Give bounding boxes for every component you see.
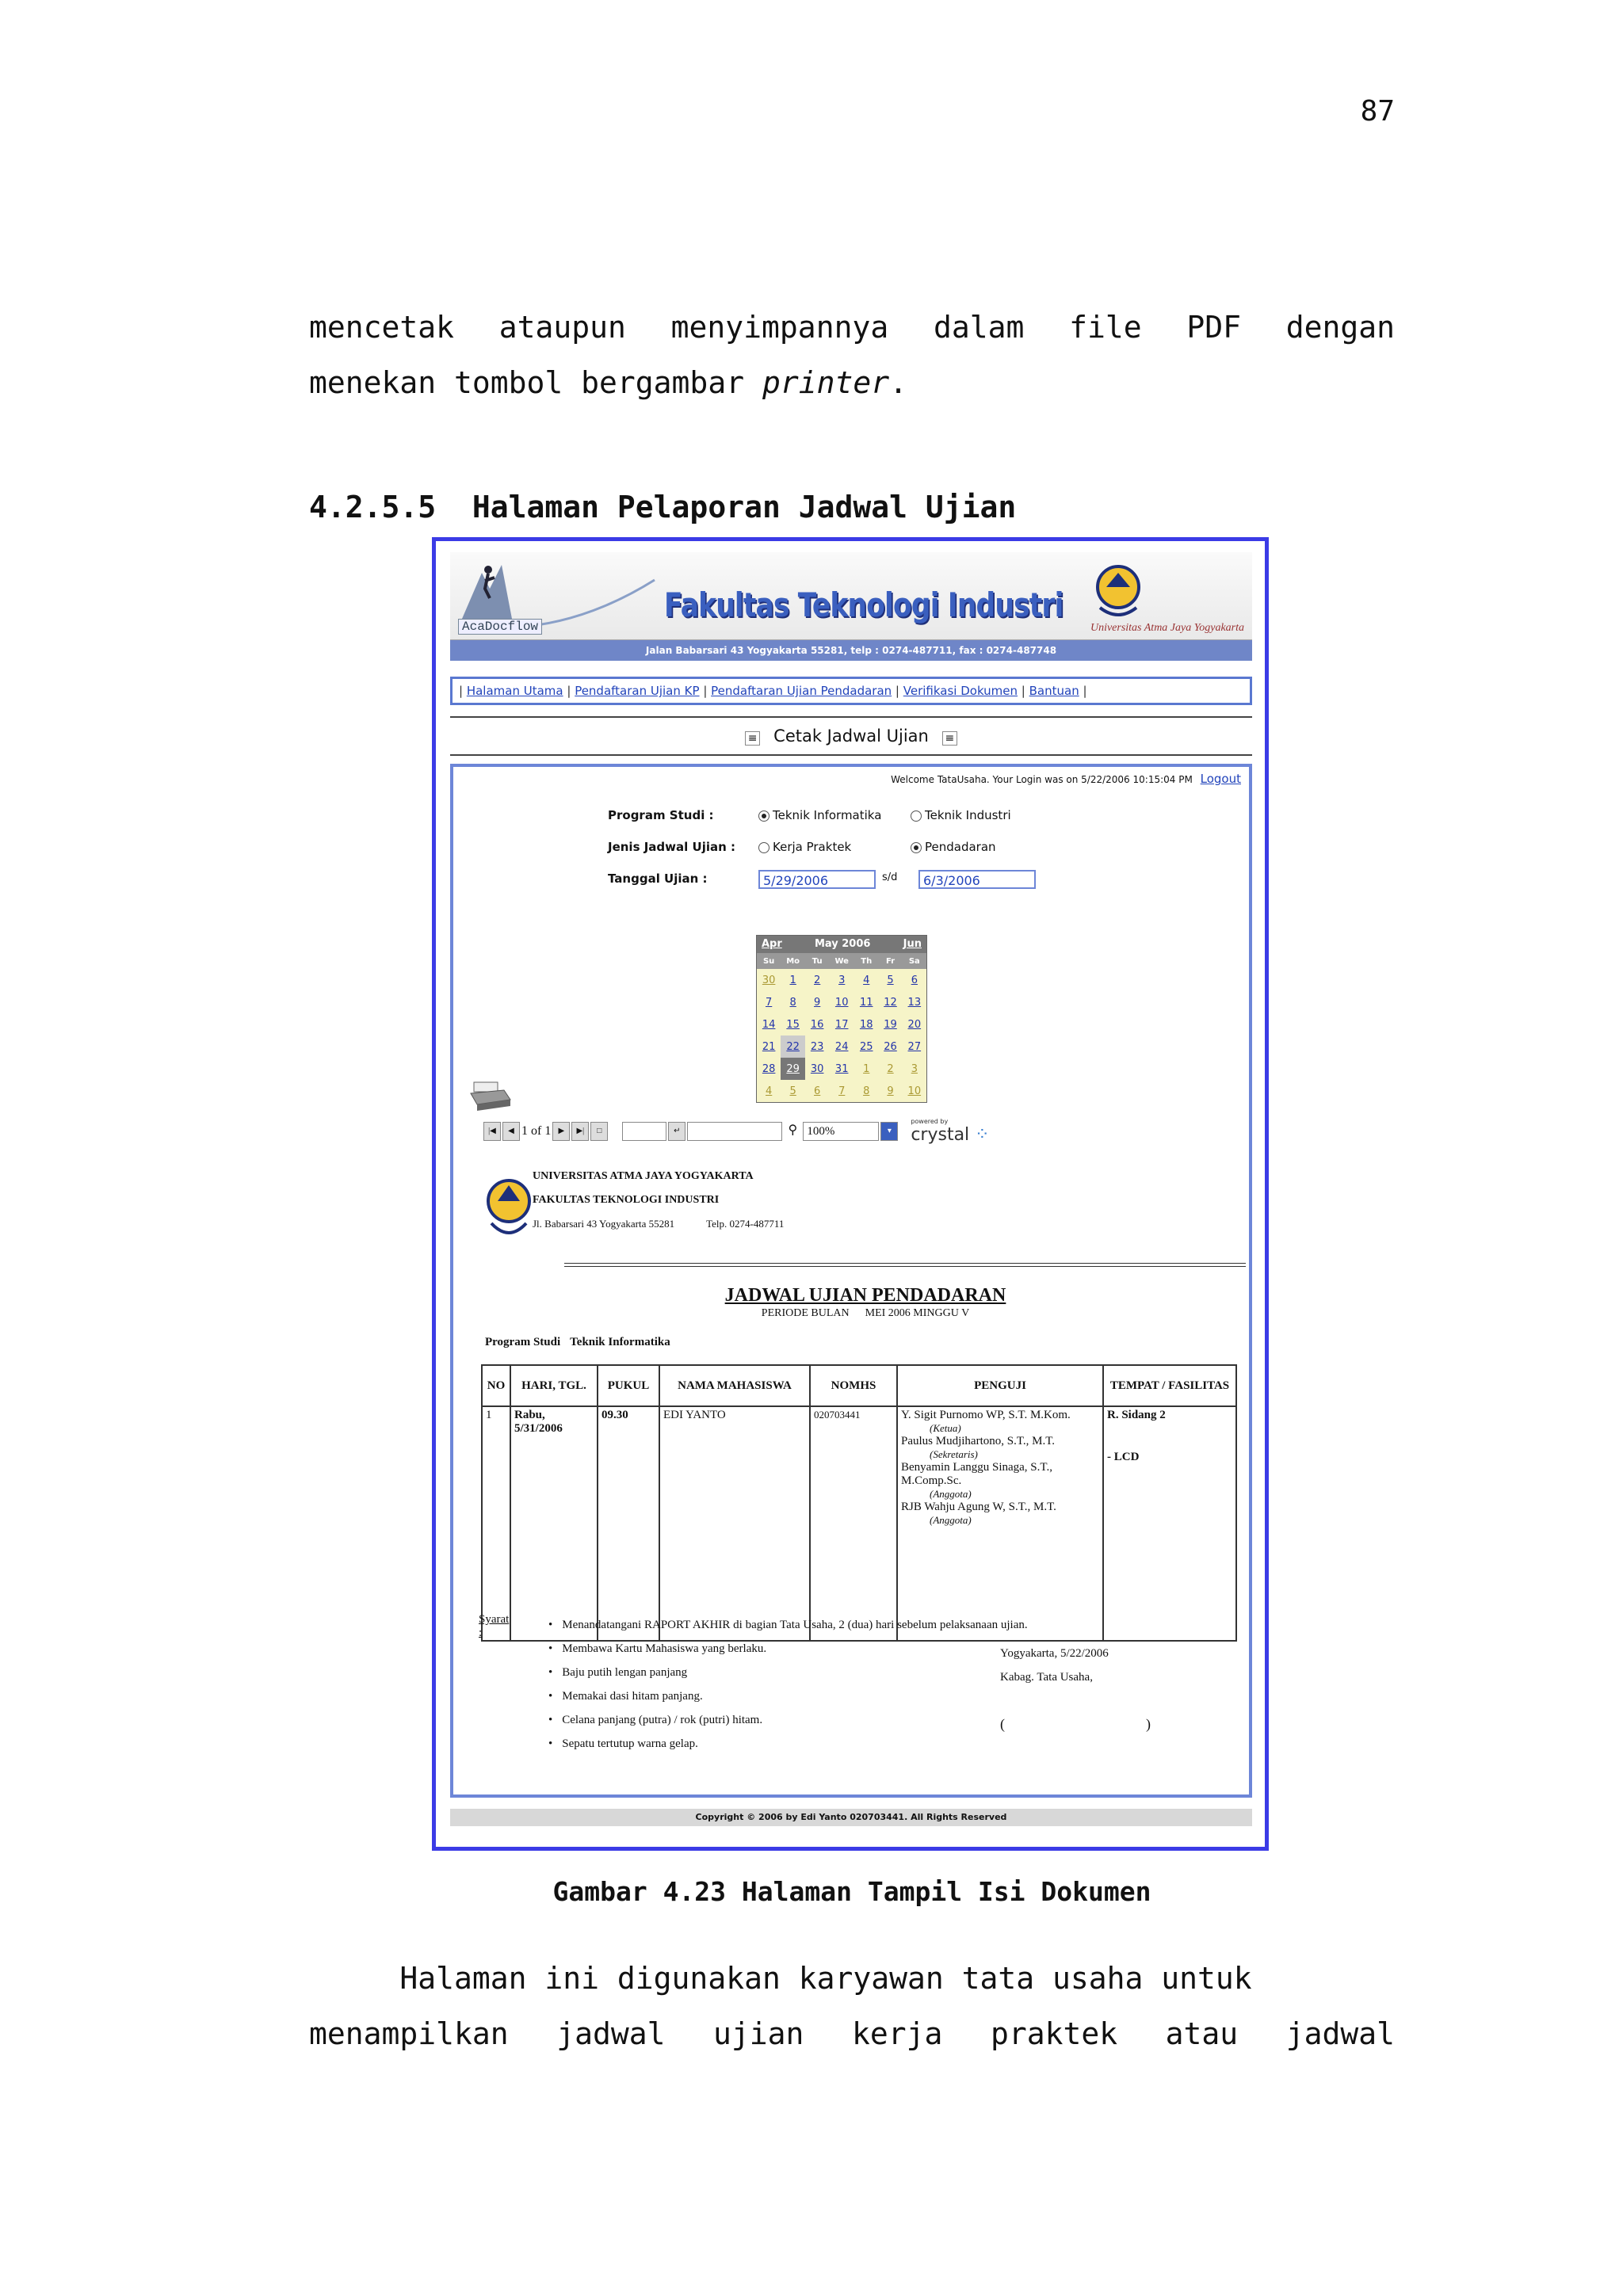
calendar-day[interactable]: 17 [834,1018,849,1031]
title-right-icon: ≡ [942,731,958,746]
program-row [608,808,1052,827]
printer-icon[interactable] [469,1079,512,1112]
list-item: • Sepatu tertutup warna gelap. [548,1732,1151,1756]
sign-title: Kabag. Tata Usaha, [1000,1671,1093,1684]
jenis-row [608,840,1052,859]
penguji-1: Y. Sigit Purnomo WP, S.T. M.Kom. (Ketua) [901,1409,1071,1434]
banner-title: Fakultas Teknologi Industri [664,585,1064,624]
cell-nomhs: 020703441 [810,1406,897,1641]
list-item: • Menandatangani RAPORT AKHIR di bagian Tata Usaha, 2 (dua) hari sebelum pelaksanaan ujian. [548,1613,1151,1637]
calendar-prev-month[interactable]: Apr [762,938,782,950]
calendar-day[interactable]: 25 [859,1040,873,1053]
calendar-day[interactable]: 4 [766,1085,773,1097]
col-no: NO [482,1365,510,1406]
university-script: Universitas Atma Jaya Yogyakarta [1090,622,1244,634]
calendar-day[interactable]: 1 [789,974,796,986]
calendar-day[interactable]: 18 [859,1018,873,1031]
tanggal-label: Tanggal Ujian : [608,871,708,886]
calendar-day[interactable]: 1 [863,1062,870,1075]
radio-icon [758,842,769,853]
table-row [482,1406,1236,1641]
cell-penguji [897,1406,1103,1641]
calendar-day[interactable]: 4 [863,974,870,986]
app-name: AcaDocflow [458,619,542,635]
col-hari: HARI, TGL. [510,1365,598,1406]
date-to-input[interactable]: 6/3/2006 [918,870,1036,889]
report-program: Program Studi Teknik Informatika [485,1336,670,1348]
university-seal-icon [485,1171,533,1247]
calendar-day[interactable]: 8 [863,1085,870,1097]
intro-line-2: menekan tombol bergambar printer. [309,365,907,400]
calendar-day[interactable]: 19 [884,1018,897,1031]
sign-place-date: Yogyakarta, 5/22/2006 [1000,1647,1109,1660]
penguji-3: Benyamin Langgu Sinaga, S.T., M.Comp.Sc. (Anggota) [901,1461,1052,1500]
report-univ: UNIVERSITAS ATMA JAYA YOGYAKARTA [533,1170,754,1182]
calendar-weekday: Tu [805,953,829,969]
tanggal-row [608,870,1052,894]
figure-caption: Gambar 4.23 Halaman Tampil Isi Dokumen [552,1876,1151,1907]
signature-line: ( ) [1000,1716,1151,1732]
table-header-row [482,1365,1236,1406]
signature-block [1000,1642,1109,1689]
calendar-day[interactable]: 27 [907,1040,922,1053]
cell-no: 1 [482,1406,510,1641]
logout-link[interactable]: Logout [1200,772,1241,786]
program-option-informatika[interactable]: Teknik Informatika [758,808,881,822]
screenshot-figure [432,537,1269,1851]
calendar-day[interactable]: 8 [789,996,796,1009]
report-period: PERIODE BULAN MEI 2006 MINGGU V [761,1307,970,1319]
welcome-text: Welcome TataUsaha. Your Login was on 5/22/2006 10:15:04 PM [891,774,1193,785]
col-nomhs: NOMHS [810,1365,897,1406]
calendar-weekday: Sa [903,953,926,969]
col-pukul: PUKUL [598,1365,659,1406]
crystal-logo: powered by crystal ⁘ [911,1117,990,1145]
cell-hari: Rabu, 5/31/2006 [510,1406,598,1641]
body-line-2: menampilkan jadwal ujian kerja praktek atau jadwal [309,2016,1395,2051]
date-from-input[interactable]: 5/29/2006 [758,870,876,889]
date-separator: s/d [882,871,898,883]
calendar-grid [757,953,926,1102]
report-viewer-toolbar [483,1117,990,1145]
calendar-day[interactable]: 5 [887,974,894,986]
goto-page-icon[interactable]: ↵ [668,1122,685,1141]
crystal-dots-icon: ⁘ [975,1124,990,1145]
nav-pendaftaran-ujian-pendadaran[interactable]: Pendaftaran Ujian Pendadaran [711,684,892,698]
calendar-day[interactable]: 28 [762,1062,776,1075]
calendar-day[interactable]: 10 [907,1085,922,1097]
cell-tempat: R. Sidang 2 - LCD [1103,1406,1236,1641]
calendar-day[interactable]: 21 [762,1040,776,1053]
main-nav: | Halaman Utama | Pendaftaran Ujian KP | Pendaftaran Ujian Pendadaran | Verifikasi Dokumen | Bantuan | [450,677,1252,705]
calendar-next-month[interactable]: Jun [903,938,922,950]
powered-by-text: powered by [911,1117,949,1125]
page-number: 87 [1360,95,1395,128]
goto-page-input[interactable] [622,1122,666,1141]
calendar-weekday: We [829,953,854,969]
penguji-2: Paulus Mudjihartono, S.T., M.T. (Sekretaris) [901,1435,1056,1460]
intro-paragraph [309,299,1395,410]
climber-logo-icon [458,557,514,620]
calendar-day[interactable]: 6 [911,974,918,986]
search-input[interactable] [687,1122,782,1141]
jenis-option-pendadaran[interactable]: Pendadaran [911,840,996,854]
intro-line-1: mencetak ataupun menyimpannya dalam file PDF dengan [309,310,1395,345]
copyright-footer: Copyright © 2006 by Edi Yanto 020703441. All Rights Reserved [450,1809,1252,1826]
close-group-icon[interactable]: □ [590,1122,608,1141]
calendar-day[interactable]: 2 [887,1062,894,1075]
body-paragraph [309,1951,1395,2061]
list-item: • Membawa Kartu Mahasiswa yang berlaku. [548,1637,1151,1661]
calendar-day[interactable]: 7 [766,996,773,1009]
body-line-1: Halaman ini digunakan karyawan tata usaha untuk [309,1961,1252,1996]
schedule-table [481,1364,1237,1642]
penguji-4: RJB Wahju Agung W, S.T., M.T. (Anggota) [901,1501,1056,1526]
university-seal-icon [1090,563,1146,622]
jenis-label: Jenis Jadwal Ujian : [608,840,735,854]
calendar-day[interactable]: 26 [884,1040,897,1053]
report-divider [564,1263,1246,1267]
address-bar: Jalan Babarsari 43 Yogyakarta 55281, telp : 0274-487711, fax : 0274-487748 [450,640,1252,661]
calendar-day[interactable]: 5 [789,1085,796,1097]
zoom-select[interactable]: 100% [803,1122,879,1141]
calendar-day[interactable]: 12 [884,996,897,1009]
calendar-day[interactable]: 11 [859,996,873,1009]
calendar-day[interactable]: 6 [814,1085,821,1097]
report-header [533,1165,784,1236]
nav-bantuan[interactable]: Bantuan [1029,684,1079,698]
calendar-day[interactable]: 24 [834,1040,849,1053]
list-item: • Baju putih lengan panjang [548,1661,1151,1684]
nav-verifikasi-dokumen[interactable]: Verifikasi Dokumen [903,684,1018,698]
date-picker-calendar [756,935,927,1103]
calendar-day[interactable]: 15 [786,1018,800,1031]
cell-pukul: 09.30 [598,1406,659,1641]
calendar-day[interactable]: 9 [887,1085,894,1097]
calendar-day[interactable]: 23 [810,1040,824,1053]
prev-page-icon[interactable]: ◀ [502,1122,520,1141]
report-address: Jl. Babarsari 43 Yogyakarta 55281 Telp. 0274-487711 [533,1218,785,1230]
last-page-icon[interactable]: ▶| [571,1122,589,1141]
calendar-day[interactable]: 13 [907,996,922,1009]
content-panel [450,764,1252,1798]
radio-icon [911,810,922,822]
report-faculty: FAKULTAS TEKNOLOGI INDUSTRI [533,1194,720,1206]
page-title: Cetak Jadwal Ujian [773,727,929,746]
calendar-day[interactable]: 9 [814,996,821,1009]
calendar-day[interactable]: 3 [911,1062,918,1075]
program-option-industri[interactable]: Teknik Industri [911,808,1011,822]
calendar-day[interactable]: 31 [834,1062,849,1075]
title-left-icon: ≡ [745,731,761,746]
page-info: 1 of 1 [521,1124,552,1138]
calendar-day[interactable]: 30 [810,1062,824,1075]
nav-pendaftaran-ujian-kp[interactable]: Pendaftaran Ujian KP [575,684,700,698]
calendar-day[interactable]: 7 [838,1085,846,1097]
calendar-weekday: Th [854,953,878,969]
report-title: JADWAL UJIAN PENDADARAN [724,1285,1006,1306]
page-title-bar [450,716,1252,756]
calendar-day[interactable]: 3 [838,974,846,986]
col-tempat: TEMPAT / FASILITAS [1103,1365,1236,1406]
jenis-option-kp[interactable]: Kerja Praktek [758,840,851,854]
calendar-day[interactable]: 20 [907,1018,922,1031]
calendar-day[interactable]: 2 [814,974,821,986]
radio-checked-icon [758,810,769,822]
calendar-day[interactable]: 16 [810,1018,824,1031]
site-banner [450,552,1252,640]
list-item: • Memakai dasi hitam panjang. [548,1684,1151,1708]
welcome-line [891,772,1241,786]
requirements-label: Syarat : [479,1613,510,1639]
calendar-header [757,936,926,953]
first-page-icon[interactable]: |◀ [483,1122,501,1141]
calendar-weekday: Fr [878,953,902,969]
radio-checked-icon [911,842,922,853]
nav-halaman-utama[interactable]: Halaman Utama [466,684,563,698]
calendar-weekday: Mo [781,953,805,969]
calendar-day[interactable]: 14 [762,1018,776,1031]
zoom-dropdown-icon[interactable]: ▾ [880,1122,898,1141]
program-label: Program Studi : [608,808,714,822]
col-penguji: PENGUJI [897,1365,1103,1406]
calendar-day[interactable]: 30 [762,974,776,986]
web-page [450,552,1252,1826]
calendar-day[interactable]: 29 [781,1058,805,1080]
list-item: • Celana panjang (putra) / rok (putri) hitam. [548,1708,1151,1732]
cell-nama: EDI YANTO [659,1406,810,1641]
calendar-day[interactable]: 22 [781,1035,805,1058]
search-binoculars-icon[interactable]: ⚲ [788,1123,798,1137]
next-page-icon[interactable]: ▶ [552,1122,570,1141]
calendar-weekday: Su [757,953,781,969]
calendar-day[interactable]: 10 [834,996,849,1009]
calendar-title: May 2006 [814,938,871,950]
section-heading: 4.2.5.5 Halaman Pelaporan Jadwal Ujian [309,490,1017,524]
col-nama: NAMA MAHASISWA [659,1365,810,1406]
